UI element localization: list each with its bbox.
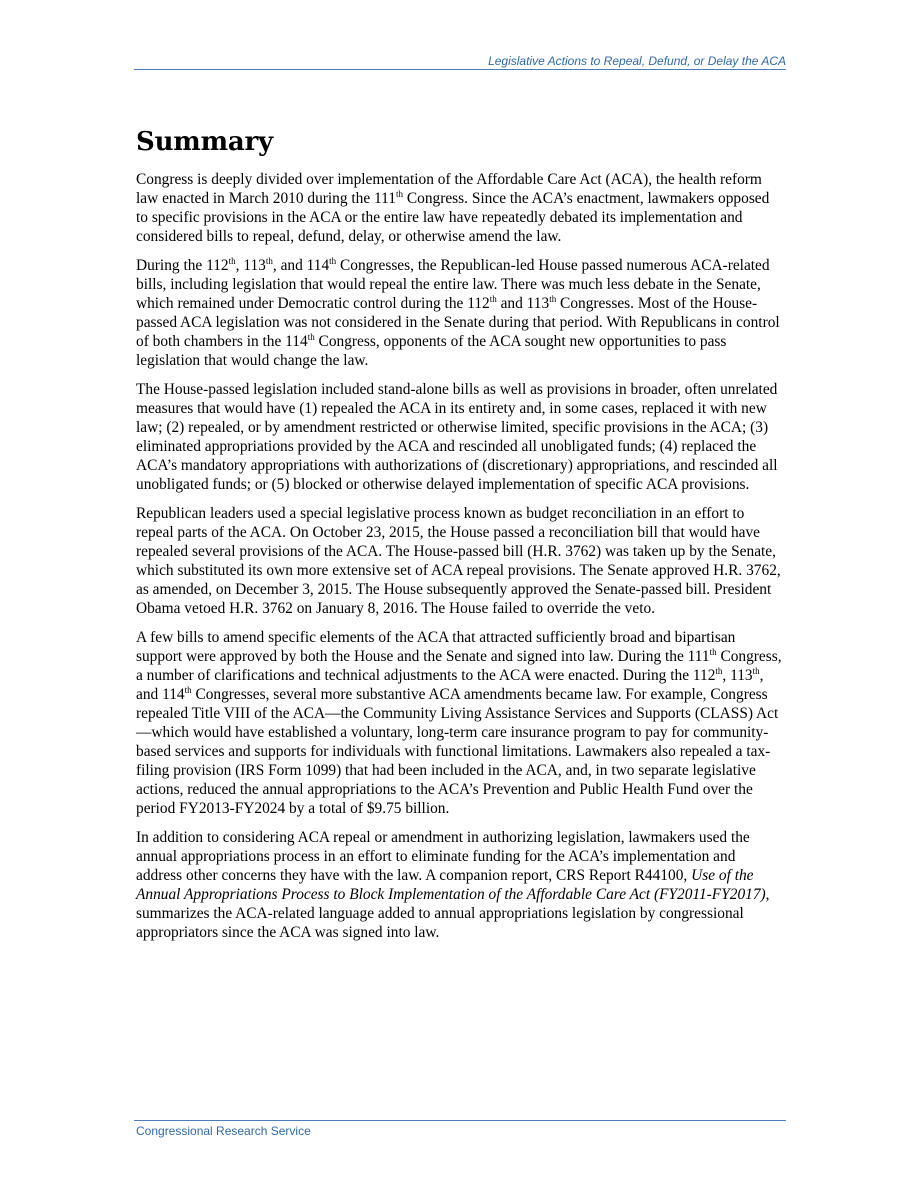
ordinal-suffix: th <box>709 647 717 657</box>
summary-paragraph-1 <box>136 170 784 246</box>
ordinal-suffix: th <box>549 294 557 304</box>
text-run: Congresses, the Republican-led House passed numerous ACA-related bills, including legislation that would repeal the entire law. There was much less debate in the Senate, which remained under Democratic control during the 112 <box>136 257 770 312</box>
ordinal-suffix: th <box>489 294 497 304</box>
text-run: and 113 <box>496 295 550 312</box>
ordinal-suffix: th <box>265 256 273 266</box>
summary-paragraph-2 <box>136 256 784 370</box>
ordinal-suffix: th <box>184 685 192 695</box>
footer-organization: Congressional Research Service <box>136 1124 311 1138</box>
text-run: , 113 <box>235 257 266 274</box>
section-heading: Summary <box>136 127 273 157</box>
text-run: During the 112 <box>136 257 229 274</box>
summary-paragraph-5 <box>136 628 784 818</box>
text-run: , summarizes the ACA-related language added to annual appropriations legislation by congressional appropriators since the ACA was signed into law. <box>136 886 770 941</box>
ordinal-suffix: th <box>715 666 723 676</box>
summary-paragraph-6 <box>136 828 784 942</box>
text-run: , 113 <box>722 667 753 684</box>
text-run: Congress is deeply divided over implementation of the Affordable Care Act (ACA), the health reform law enacted in March 2010 during the 111 <box>136 171 762 207</box>
running-header <box>134 54 786 70</box>
report-title-citation: Use of the Annual Appropriations Process to Block Implementation of the Affordable Care Act (FY2011-FY2017) <box>136 867 766 903</box>
text-run: , and 114 <box>136 667 764 703</box>
ordinal-suffix: th <box>396 189 404 199</box>
text-run: Congress, opponents of the ACA sought new opportunities to pass legislation that would change the law. <box>136 333 727 369</box>
ordinal-suffix: th <box>307 332 315 342</box>
ordinal-suffix: th <box>329 256 337 266</box>
text-run: Congresses. Most of the House-passed ACA legislation was not considered in the Senate during that period. With Republicans in control of both chambers in the 114 <box>136 295 780 350</box>
page-footer <box>134 1120 786 1138</box>
summary-paragraph-3: The House-passed legislation included stand-alone bills as well as provisions in broader, often unrelated measures that would have (1) repealed the ACA in its entirety and, in some cases, replaced it with new law; (2) repealed, or by amendment restricted or otherwise limited, specific provisions in the ACA; (3) eliminated appropriations provided by the ACA and rescinded all unobligated funds; (4) replaced the ACA’s mandatory appropriations with authorizations of (discretionary) appropriations, and rescinded all unobligated funds; or (5) blocked or otherwise delayed implementation of specific ACA provisions. <box>136 381 778 493</box>
text-run: , and 114 <box>272 257 330 274</box>
running-header-title: Legislative Actions to Repeal, Defund, or Delay the ACA <box>488 54 786 68</box>
text-run: In addition to considering ACA repeal or amendment in authorizing legislation, lawmakers used the annual appropriations process in an effort to eliminate funding for the ACA’s implementation and address other concerns they have with the law. A companion report, CRS Report R44100, <box>136 829 750 884</box>
text-run: A few bills to amend specific elements of the ACA that attracted sufficiently broad and bipartisan support were approved by both the House and the Senate and signed into law. During the 111 <box>136 629 736 665</box>
text-run: Congresses, several more substantive ACA amendments became law. For example, Congress repealed Title VIII of the ACA—the Community Living Assistance Services and Supports (CLASS) Act—which would have established a voluntary, long-term care insurance program to pay for community-based services and supports for individuals with functional limitations. Lawmakers also repealed a tax-filing provision (IRS Form 1099) that had been included in the ACA, and, in two separate legislative actions, reduced the annual appropriations to the ACA’s Prevention and Public Health Fund over the period FY2013-FY2024 by a total of $9.75 billion. <box>136 686 779 817</box>
text-run: Congress, a number of clarifications and technical adjustments to the ACA were enacted. During the 112 <box>136 648 782 684</box>
text-run: Congress. Since the ACA’s enactment, lawmakers opposed to specific provisions in the ACA or the entire law have repeatedly debated its implementation and considered bills to repeal, defund, delay, or otherwise amend the law. <box>136 190 770 245</box>
summary-paragraph-4: Republican leaders used a special legislative process known as budget reconciliation in an effort to repeal parts of the ACA. On October 23, 2015, the House passed a reconciliation bill that would have repealed several provisions of the ACA. The House-passed bill (H.R. 3762) was taken up by the Senate, which substituted its own more extensive set of ACA repeal provisions. The Senate approved H.R. 3762, as amended, on December 3, 2015. The House subsequently approved the Senate-passed bill. President Obama vetoed H.R. 3762 on January 8, 2016. The House failed to override the veto. <box>136 505 781 617</box>
ordinal-suffix: th <box>228 256 236 266</box>
report-body <box>136 124 784 952</box>
ordinal-suffix: th <box>752 666 760 676</box>
